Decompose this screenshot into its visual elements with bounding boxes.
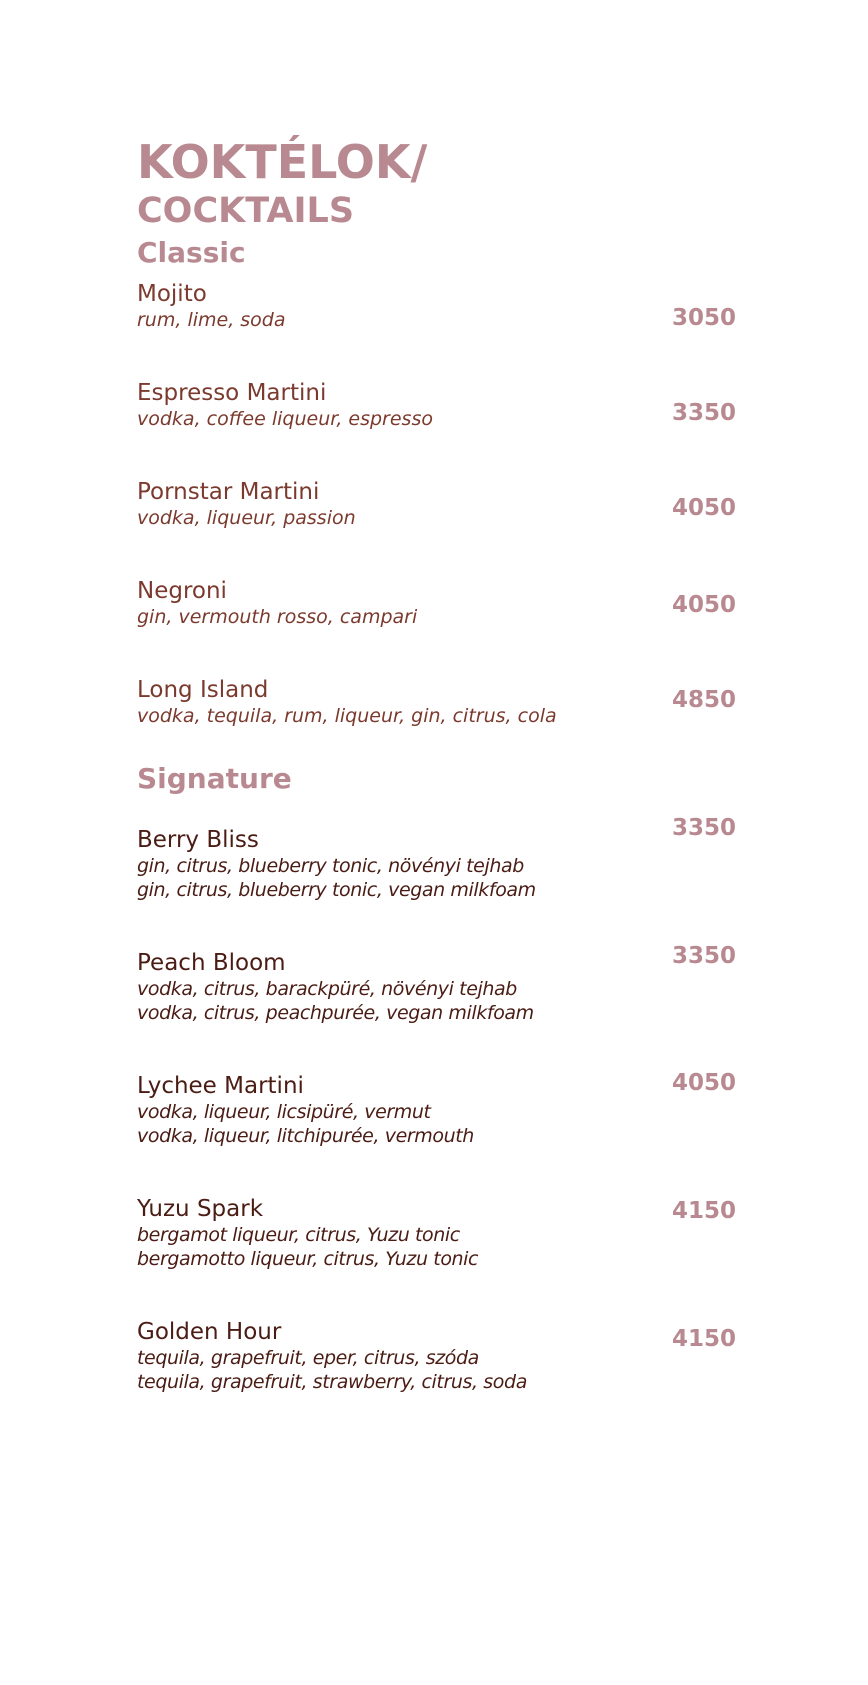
section-title-signature: Signature	[137, 762, 292, 795]
menu-item-mojito	[137, 281, 737, 332]
item-price: 4050	[671, 592, 736, 618]
item-price: 4150	[671, 1198, 736, 1224]
item-description: gin, vermouth rosso, campari	[137, 606, 418, 628]
item-name: Peach Bloom	[137, 950, 286, 976]
item-name: Golden Hour	[137, 1319, 282, 1345]
item-name: Yuzu Spark	[137, 1196, 264, 1222]
item-name: Espresso Martini	[137, 380, 327, 406]
item-description-hu: gin, citrus, blueberry tonic, növényi tejhab	[137, 855, 524, 877]
item-description-en: gin, citrus, blueberry tonic, vegan milkfoam	[137, 879, 536, 901]
item-description-hu: bergamot liqueur, citrus, Yuzu tonic	[137, 1224, 460, 1246]
menu-item-peach-bloom	[137, 950, 737, 1025]
item-price: 3350	[671, 400, 736, 426]
menu-item-pornstar-martini	[137, 479, 737, 530]
menu-item-yuzu-spark	[137, 1196, 737, 1271]
item-price: 4150	[671, 1326, 736, 1352]
page-subtitle: COCKTAILS	[137, 191, 355, 231]
page-title: KOKTÉLOK/	[137, 135, 428, 189]
item-price: 4050	[671, 1070, 736, 1096]
item-name: Berry Bliss	[137, 827, 259, 853]
item-description-en: vodka, citrus, peachpurée, vegan milkfoam	[137, 1002, 534, 1024]
item-description: vodka, liqueur, passion	[137, 507, 356, 529]
section-title-classic: Classic	[137, 236, 246, 269]
item-name: Lychee Martini	[137, 1073, 304, 1099]
item-description: vodka, coffee liqueur, espresso	[137, 408, 433, 430]
item-description-hu: vodka, liqueur, licsipüré, vermut	[137, 1101, 431, 1123]
item-description: rum, lime, soda	[137, 309, 286, 331]
item-description: vodka, tequila, rum, liqueur, gin, citrus, cola	[137, 705, 557, 727]
menu-item-lychee-martini	[137, 1073, 737, 1148]
menu-item-long-island	[137, 677, 737, 728]
menu-item-golden-hour	[137, 1319, 737, 1394]
item-description-en: vodka, liqueur, litchipurée, vermouth	[137, 1125, 474, 1147]
item-description-en: tequila, grapefruit, strawberry, citrus, soda	[137, 1371, 527, 1393]
item-description-hu: vodka, citrus, barackpüré, növényi tejhab	[137, 978, 517, 1000]
item-price: 4050	[671, 495, 736, 521]
menu-item-espresso-martini	[137, 380, 737, 431]
item-name: Negroni	[137, 578, 227, 604]
item-price: 3350	[671, 815, 736, 841]
item-name: Mojito	[137, 281, 207, 307]
item-description-en: bergamotto liqueur, citrus, Yuzu tonic	[137, 1248, 479, 1270]
item-price: 4850	[671, 687, 736, 713]
item-name: Pornstar Martini	[137, 479, 320, 505]
menu-item-berry-bliss	[137, 827, 737, 902]
menu-item-negroni	[137, 578, 737, 629]
item-name: Long Island	[137, 677, 269, 703]
item-price: 3050	[671, 305, 736, 331]
item-price: 3350	[671, 943, 736, 969]
item-description-hu: tequila, grapefruit, eper, citrus, szóda	[137, 1347, 479, 1369]
